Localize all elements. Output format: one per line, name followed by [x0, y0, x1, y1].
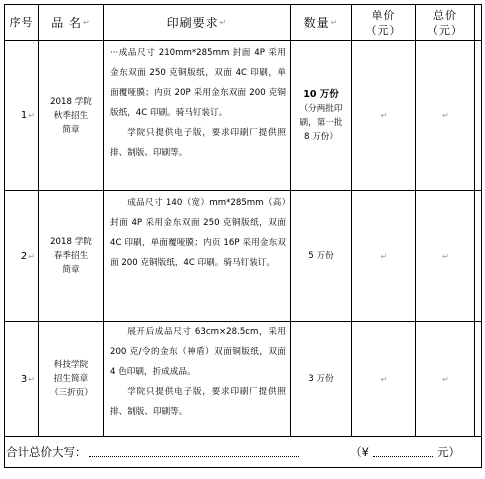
header-unit-price: 单价（元） — [365, 8, 402, 37]
row-3-total-price: ↵ — [442, 374, 449, 384]
row-1-unit-price: ↵ — [380, 111, 388, 120]
total-label: 合计总价大写： — [6, 445, 87, 459]
row-2-quantity: 5 万份 — [308, 251, 334, 261]
row-1-req-line-2: 学院只提供电子版，要求印刷厂提供照排、制版、印刷等。 — [110, 128, 286, 158]
header-index: 序号 — [9, 16, 34, 29]
row-1-total-price: ↵ — [442, 111, 449, 120]
header-quantity: 数量 ↵ — [303, 16, 339, 30]
row-1-requirements — [104, 43, 290, 190]
yen-close: 元） — [437, 445, 460, 459]
header-name: 品 名 ↵ — [51, 16, 91, 30]
total-yen — [350, 444, 460, 460]
row-1-index: 1 ↵ — [20, 110, 35, 121]
row-2-req-line-1: 成品尺寸 140（宽）mm*285mm（高）封面 4P 采用金东双面 250 克铜版纸，双面 4C 印刷，单面覆哑膜；内页 16P 采用金东双面 200 克铜版纸，4C 印刷。骑马钉装订。 — [110, 198, 286, 268]
header-requirements: 印刷要求 ↵ — [166, 16, 228, 30]
row-2-unit-price: ↵ — [380, 251, 388, 261]
row-3-quantity: 3 万份 — [308, 374, 334, 384]
row-3-req-line-2: 学院只提供电子版，要求印刷厂提供照排、制版、印刷等。 — [110, 387, 286, 417]
row-3-unit-price: ↵ — [380, 374, 388, 384]
row-2-name: 2018 学院春季招生简章 — [50, 237, 92, 275]
row-3-req-line-1: 展开后成品尺寸 63cm×28.5cm，采用 200 克/令的金东（神盾）双面铜版纸，双面 4 色印刷，折成成品。 — [110, 327, 286, 377]
row-3-index: 3 ↵ — [20, 373, 35, 385]
yen-open: （¥ — [350, 445, 369, 459]
row-2-total-price: ↵ — [442, 251, 449, 261]
total-amount-line — [89, 448, 299, 457]
row-3-requirements — [104, 322, 290, 436]
yen-amount-line — [373, 448, 433, 457]
row-3-name: 科技学院招生简章（三折页） — [50, 360, 93, 398]
row-2-index: 2 ↵ — [20, 250, 35, 262]
total-row — [6, 443, 482, 461]
row-1-qty-main: 10 万份 — [303, 88, 339, 100]
row-1-qty-note: （分两批印刷，第一批 8 万份） — [299, 103, 343, 142]
row-2-requirements — [104, 193, 290, 321]
row-1-req-line-1: ···成品尺寸 210mm*285mm 封面 4P 采用金东双面 250 克铜版纸，双面 4C 印刷，单面覆哑膜；内页 20P 采用金东双面 200 克铜版纸，4C 印刷。骑马钉装订。 — [110, 48, 286, 118]
row-1-quantity — [291, 41, 351, 190]
row-1-name: 2018 学院秋季招生简章 — [50, 96, 92, 135]
header-total-price: 总价（元） — [427, 8, 463, 37]
